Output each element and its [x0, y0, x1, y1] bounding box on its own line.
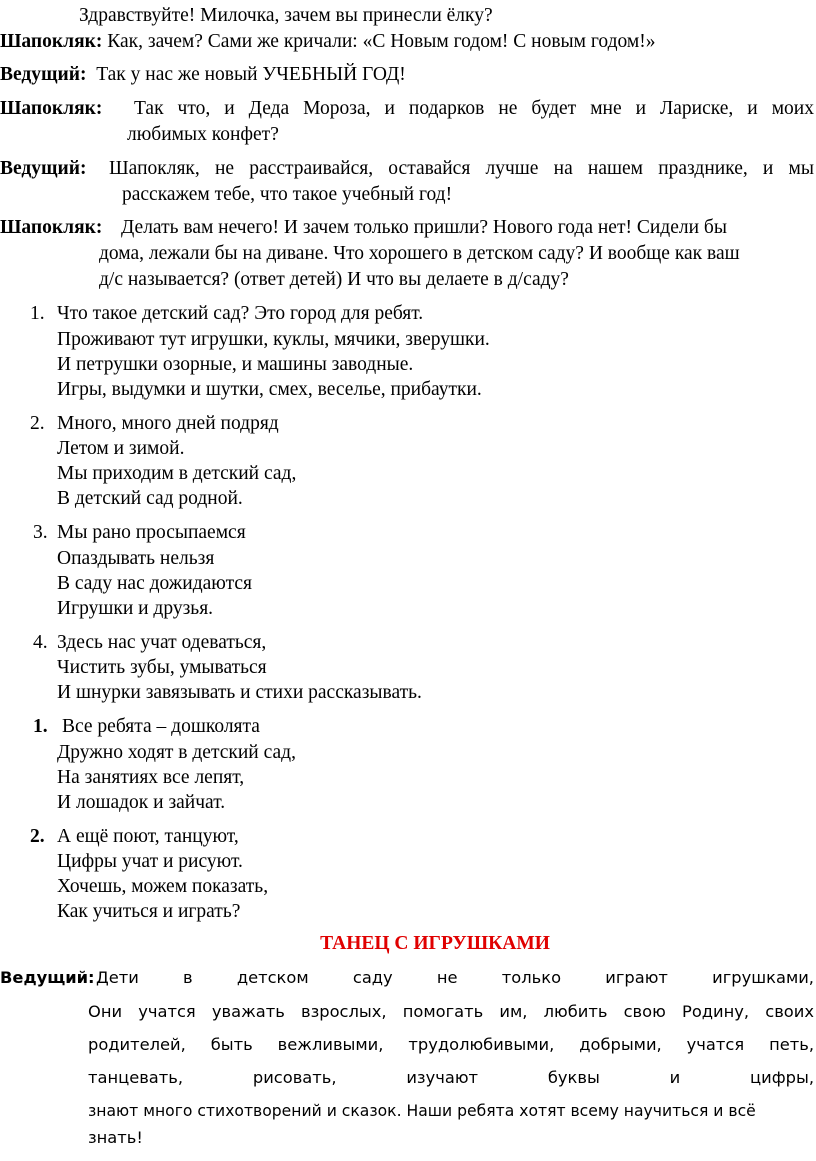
verse-line: Летом и зимой.: [57, 438, 185, 459]
verse-line: В саду нас дожидаются: [57, 573, 252, 594]
verse-line: Цифры учат и рисуют.: [57, 851, 243, 872]
verse-line: Все ребята – дошколята: [62, 716, 260, 737]
verse-number: 2.: [30, 826, 45, 847]
paragraph-line: Дети в детском саду не только играют игрушками,: [96, 968, 814, 987]
dialogue-text: Так у нас же новый УЧЕБНЫЙ ГОД!: [96, 64, 406, 85]
verse-line: И шнурки завязывать и стихи рассказывать.: [57, 682, 422, 703]
paragraph-line: знают много стихотворений и сказок. Наши ребята хотят всему научиться и всё: [88, 1102, 756, 1120]
verse-line: На занятиях все лепят,: [57, 767, 245, 788]
speaker-label: Шапокляк:: [0, 217, 103, 238]
verse-line: Много, много дней подряд: [57, 413, 279, 434]
speaker-label: Ведущий:: [0, 968, 95, 987]
verse-line: И петрушки озорные, и машины заводные.: [57, 354, 414, 375]
paragraph-line: родителей, быть вежливыми, трудолюбивыми, добрыми, учатся петь,: [88, 1035, 814, 1054]
verse-line: Игрушки и друзья.: [57, 598, 214, 619]
dialogue-text: любимых конфет?: [127, 124, 279, 145]
verse-line: Мы рано просыпаемся: [57, 522, 246, 543]
verse-number: 4.: [33, 632, 48, 653]
dialogue-text: Шапокляк, не расстраивайся, оставайся лучше на нашем празднике, и мы: [109, 158, 814, 179]
speaker-label: Шапокляк:: [0, 98, 103, 119]
verse-number: 1.: [30, 303, 45, 324]
speaker-label: Шапокляк:: [0, 31, 103, 52]
verse-line: Хочешь, можем показать,: [57, 876, 269, 897]
verse-line: А ещё поют, танцуют,: [57, 826, 239, 847]
verse-line: Мы приходим в детский сад,: [57, 463, 297, 484]
paragraph-line: знать!: [88, 1128, 143, 1147]
paragraph-line: танцевать, рисовать, изучают буквы и цифры,: [88, 1068, 814, 1087]
dialogue-text: Так что, и Деда Мороза, и подарков не будет мне и Лариске, и моих: [134, 98, 814, 119]
verse-number: 1.: [33, 716, 48, 737]
verse-line: Как учиться и играть?: [57, 901, 241, 922]
verse-number: 3.: [33, 522, 48, 543]
dialogue-line: [0, 29, 655, 55]
paragraph-line: Они учатся уважать взрослых, помогать им, любить свою Родину, своих: [88, 1002, 814, 1021]
verse-number: 2.: [30, 413, 45, 434]
dialogue-text: Делать вам нечего! И зачем только пришли? Нового года нет! Сидели бы: [121, 217, 727, 238]
dialogue-text: расскажем тебе, что такое учебный год!: [122, 184, 453, 205]
dialogue-line: Здравствуйте! Милочка, зачем вы принесли ёлку?: [79, 5, 493, 26]
dialogue-line: [0, 62, 406, 88]
verse-line: И лошадок и зайчат.: [57, 792, 226, 813]
verse-line: Проживают тут игрушки, куклы, мячики, зверушки.: [57, 329, 490, 350]
verse-line: Игры, выдумки и шутки, смех, веселье, прибаутки.: [57, 379, 482, 400]
dance-title: ТАНЕЦ С ИГРУШКАМИ: [320, 933, 550, 954]
dialogue-text: д/с называется? (ответ детей) И что вы делаете в д/саду?: [99, 269, 569, 290]
speaker-label: Ведущий:: [0, 158, 87, 179]
speaker-label: Ведущий:: [0, 64, 87, 85]
verse-line: Чистить зубы, умываться: [57, 657, 267, 678]
verse-line: Что такое детский сад? Это город для ребят.: [57, 303, 424, 324]
verse-line: В детский сад родной.: [57, 488, 243, 509]
verse-line: Опаздывать нельзя: [57, 548, 215, 569]
verse-line: Здесь нас учат одеваться,: [57, 632, 267, 653]
dialogue-text: дома, лежали бы на диване. Что хорошего в детском саду? И вообще как ваш: [99, 243, 740, 264]
verse-line: Дружно ходят в детский сад,: [57, 742, 296, 763]
dialogue-text: Как, зачем? Сами же кричали: «С Новым годом! С новым годом!»: [107, 31, 656, 52]
